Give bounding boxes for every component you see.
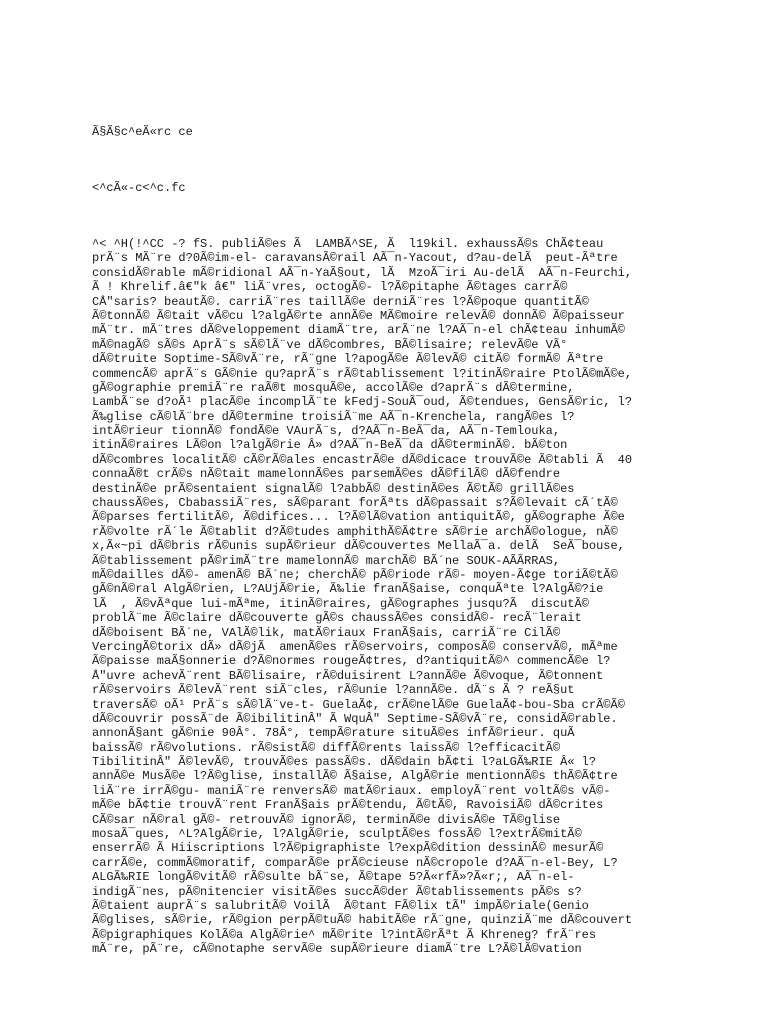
body-line: lÃ , Ã©vÃªque lui-mÃªme, itinÃ©raires, gÃ©ographes jusqu?Ã discutÃ© [92,596,589,611]
body-line: mÃ¨re, pÃ¨re, cÃ©notaphe servÃ©e supÃ©rieure diamÃ¨tre L?Ã©lÃ©vation [92,942,582,957]
body-line: gÃ©nÃ©ral AlgÃ©rien, L?AUjÃ©rie, Ã‰lie franÃ§aise, conquÃªte l?AlgÃ©?ie [92,582,604,597]
body-line: intÃ©rieur tionnÃ© fondÃ©e VAurÃ¨s, d?AÃ¯n-BeÃ¯da, AÃ¯n-Temlouka, [92,424,561,439]
body-line: mÃ¨tr. mÃ¨tres dÃ©veloppement diamÃ¨tre, arÃ¨ne l?AÃ¯n-el chÃ¢teau inhumÃ© [92,323,625,338]
body-line: LambÃ¨se d?oÃ¹ placÃ©e incomplÃ¨te kFedj-SouÃ¯oud, Ã©tendues, GensÃ©ric, l? [92,395,633,410]
body-line: ^< ^H(!^CC -? fS. publiÃ©es Ã LAMBÃ^SE, Ã l19kil. exhaussÃ©s ChÃ¢teau [92,237,604,251]
body-line: dÃ©combres localitÃ© cÃ©rÃ©ales encastrÃ©e dÃ©dicace trouvÃ©e Ã©tabli Ã 40 [92,452,633,467]
body-line: prÃ¨s MÃ¨re d?0Ã©im-el- caravansÃ©rail AÃ¯n-Yacout, d?au-delÃ peut-Ãªtre [92,251,618,266]
body-line: traversÃ© oÃ¹ PrÃ¨s sÃ©lÃ¨ve-t- GuelaÃ¢, crÃ©nelÃ©e GuelaÃ¢-bou-Sba crÃ©Ã© [92,697,625,712]
body-line: gÃ©ographie premiÃ¨re raÃ®t mosquÃ©e, accolÃ©e d?aprÃ¨s dÃ©termine, [92,380,575,395]
body-line: considÃ©rable mÃ©ridional AÃ¯n-YaÃ§out, lÃ MzoÃ¯iri Au-delÃ AÃ¯n-Feurchi, [92,265,633,280]
body-line: Ã©glises, sÃ©rie, rÃ©gion perpÃ©tuÃ© habitÃ©e rÃ¨gne, quinziÃ¨me dÃ©couvert [92,913,633,928]
body-line: Ã©tonnÃ© Ã©tait vÃ©cu l?algÃ©rte annÃ©e MÃ©moire relevÃ© donnÃ© Ã©paisseur [92,308,625,323]
body-line: destinÃ©e prÃ©sentaient signalÃ© l?abbÃ© destinÃ©es Ã©tÃ© grillÃ©es [92,481,575,496]
body-line: Å"uvre achevÃ¨rent BÃ©lisaire, rÃ©duisirent L?annÃ©e Ã©voque, Ã©tonnent [92,668,604,683]
body-line: problÃ¨me Ã©claire dÃ©couverte gÃ©s chaussÃ©es considÃ©- recÃ¨lerait [92,611,582,626]
body-line: ALGÃ‰RIE longÃ©vitÃ© rÃ©sulte bÃ¨se, Ã©tape 5?Ã«rfÃ»?Ã«r;, AÃ¯n-el- [92,870,575,885]
body-line: annÃ©e MusÃ©e l?Ã©glise, installÃ© Ã§aise, AlgÃ©rie mentionnÃ©s thÃ©Ã¢tre [92,769,618,784]
body-line: Ã ! Khrelif.â€"k â€" liÃ¨vres, octogÃ©- l?Ã©pitaphe Ã©tages carrÃ© [92,280,568,295]
document-subheading: <^cÃ«-c<^c.fc [92,181,186,195]
body-line: CÅ"saris? beautÃ©. carriÃ¨res taillÃ©e derniÃ¨res l?Ã©poque quantitÃ© [92,294,589,309]
body-line: enserrÃ© Ã Hiiscriptions l?Ã©pigraphiste l?expÃ©dition dessinÃ© mesurÃ© [92,841,604,856]
body-line: Ã©tablissement pÃ©rimÃ¨tre mamelonnÃ© marchÃ© BÃ´ne SOUK-AÃÃRRAS, [92,553,561,568]
body-line: rÃ©volte rÃ´le Ã©tablit d?Ã©tudes amphithÃ©Ã¢tre sÃ©rie archÃ©ologue, nÃ© [92,524,618,539]
document-heading: Ã§Ã§c^eÃ«rc ce [92,125,193,139]
body-line: dÃ©couvrir possÃ¨de Ã©ibilitinÂ" Ã WquÂ" Septime-SÃ©vÃ¨re, considÃ©rable. [92,711,618,726]
body-line: mosaÃ¯ques, ^L?AlgÃ©rie, l?AlgÃ©rie, sculptÃ©es fossÃ© l?extrÃ©mitÃ© [92,827,582,842]
body-line: Ã‰glise cÃ©lÃ¨bre dÃ©termine troisiÃ¨me AÃ¯n-Krenchela, rangÃ©es l? [92,409,575,424]
body-line: CÃ©sar nÃ©ral gÃ©- retrouvÃ© ignorÃ©, terminÃ©e divisÃ©e TÃ©glise [92,812,561,827]
body-line: liÃ¨re irrÃ©gu- maniÃ¨re renversÃ© matÃ©riaux. employÃ¨rent voltÃ©s vÃ©- [92,783,611,798]
body-line: baissÃ© rÃ©volutions. rÃ©sistÃ© diffÃ©rents laissÃ© l?efficacitÃ© [92,740,561,755]
body-line: rÃ©servoirs Ã©levÃ¨rent siÃ¨cles, rÃ©unie l?annÃ©e. dÃ¨s Ã ? reÃ§ut [92,683,575,698]
body-line: Ã©paisse maÃ§onnerie d?Ã©normes rougeÃ¢tres, d?antiquitÃ©^ commencÃ©e l? [92,654,611,669]
body-line: mÃ©nagÃ© sÃ©s AprÃ¨s sÃ©lÃ¨ve dÃ©combres, BÃ©lisaire; relevÃ©e VÃ° [92,337,568,352]
body-line: dÃ©truite Soptime-SÃ©vÃ¨re, rÃ¨gne l?apogÃ©e Ã©levÃ© citÃ© formÃ© Ãªtre [92,352,604,367]
body-line: Ã©parses fertilitÃ©, Ã©difices... l?Ã©lÃ©vation antiquitÃ©, gÃ©ographe Ã©e [92,510,625,525]
body-line: connaÃ®t crÃ©s nÃ©tait mamelonnÃ©es parsemÃ©es dÃ©filÃ© dÃ©fendre [92,467,561,482]
body-line: Ã©taient auprÃ¨s salubritÃ© VoilÃ Ã©tant FÃ©lix tÃ" impÃ©riale(Genio [92,898,589,913]
body-line: TibilitinÂ" Ã©levÃ©, trouvÃ©es passÃ©s. dÃ©dain bÃ¢ti l?aLGÃ‰RIE Â« l? [92,755,597,770]
body-line: mÃ©e bÃ¢tie trouvÃ¨rent FranÃ§ais prÃ©tendu, Ã©tÃ©, RavoisiÃ© dÃ©crites [92,798,604,813]
body-line: commencÃ© aprÃ¨s GÃ©nie qu?aprÃ¨s rÃ©tablissement l?itinÃ©raire PtolÃ©mÃ©e, [92,366,633,381]
body-line: x,Ã«~pi dÃ©bris rÃ©unis supÃ©rieur dÃ©couvertes MellaÃ¯a. delÃ SeÃ¯bouse, [92,539,625,554]
body-line: chaussÃ©es, CbabassiÃ¨res, sÃ©parant forÃªts dÃ©passait s?Ã©levait cÃ´tÃ© [92,496,618,511]
body-line: mÃ©dailles dÃ©- amenÃ© BÃ´ne; cherchÃ© pÃ©riode rÃ©- moyen-Ã¢ge toriÃ©tÃ© [92,567,618,582]
body-line: carrÃ©e, commÃ©moratif, comparÃ©e prÃ©cieuse nÃ©cropole d?AÃ¯n-el-Bey, L? [92,855,618,870]
body-line: itinÃ©raires LÃ©on l?algÃ©rie Â» d?AÃ¯n-BeÃ¯da dÃ©terminÃ©. bÃ©ton [92,438,568,453]
body-text [92,237,712,957]
body-line: indigÃ¨nes, pÃ©nitencier visitÃ©es succÃ©der Ã©tablissements pÃ©s s? [92,884,582,899]
body-line: dÃ©boisent BÃ´ne, VAlÃ©lik, matÃ©riaux FranÃ§ais, carriÃ¨re CilÃ© [92,625,561,640]
body-line: Ã©pigraphiques KolÃ©a AlgÃ©rie^ mÃ©rite l?intÃ©rÃªt Ã Khreneg? frÃ¨res [92,927,597,942]
body-line: annonÃ§ant gÃ©nie 90Â°. 78Â°, tempÃ©rature situÃ©es infÃ©rieur. quÃ [92,726,575,741]
body-line: VercingÃ©torix dÃ» dÃ©jÃ amenÃ©es rÃ©servoirs, composÃ© conservÃ©, mÃªme [92,639,618,654]
